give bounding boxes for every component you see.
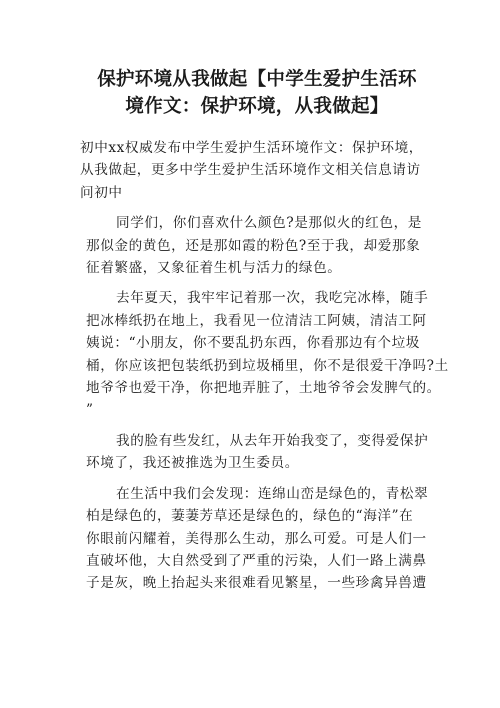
paragraph-line: 地爷爷也爱干净，你把地弄脏了，土地爷爷会发脾气的。 xyxy=(86,380,441,397)
intro-line: 初中xx权威发布中学生爱护生活环境作文：保护环境， xyxy=(80,140,423,156)
paragraph-line: 姨说：“小朋友，你不要乱扔东西，你看那边有个垃圾 xyxy=(86,335,421,352)
paragraph-line: 我的脸有些发红，从去年开始我变了，变得爱保护 xyxy=(116,432,429,449)
paragraph-line: 同学们，你们喜欢什么颜色?是那似火的红色，是 xyxy=(116,215,422,232)
document-body xyxy=(80,137,449,595)
title-line: 境作文：保护环境，从我做起】 xyxy=(125,96,389,117)
document-title xyxy=(74,66,440,120)
paragraph-line: 环境了，我还被推选为卫生委员。 xyxy=(86,455,299,472)
paragraph-line: 桶，你应该把包装纸扔到垃圾桶里，你不是很爱干净吗?土 xyxy=(86,357,449,374)
intro-paragraph xyxy=(80,137,440,204)
paragraph-colors xyxy=(86,212,440,279)
paragraph-line: 柏是绿色的，萋萋芳草还是绿色的，绿色的“海洋”在 xyxy=(86,508,414,525)
paragraph-changed xyxy=(86,430,440,475)
paragraph-line: 在生活中我们会发现：连绵山峦是绿色的，青松翠 xyxy=(116,485,429,502)
paragraph-line: 那似金的黄色，还是那如霞的粉色?至于我，却爱那象 xyxy=(86,237,421,254)
intro-line: 问初中 xyxy=(80,184,123,201)
paragraph-line: 把冰棒纸扔在地上，我看见一位清洁工阿姨，清洁工阿 xyxy=(86,312,427,329)
paragraph-green-life xyxy=(86,483,440,595)
intro-line: 从我做起，更多中学生爱护生活环境作文相关信息请访 xyxy=(80,162,421,179)
paragraph-line: 子是灰，晚上抬起头来很难看见繁星，一些珍禽异兽遭 xyxy=(86,575,427,592)
paragraph-line: 直破坏他，大自然受到了严重的污染，人们一路上满鼻 xyxy=(86,552,427,569)
paragraph-line: ” xyxy=(86,402,94,419)
paragraph-last-summer xyxy=(86,287,449,421)
paragraph-line: 去年夏天，我牢牢记着那一次，我吃完冰棒，随手 xyxy=(116,290,429,307)
paragraph-line: 你眼前闪耀着，美得那么生动，那么可爱。可是人们一 xyxy=(86,530,427,547)
paragraph-line: 征着繁盛，又象征着生机与活力的绿色。 xyxy=(86,260,342,277)
title-line: 保护环境从我做起【中学生爱护生活环 xyxy=(97,69,417,90)
